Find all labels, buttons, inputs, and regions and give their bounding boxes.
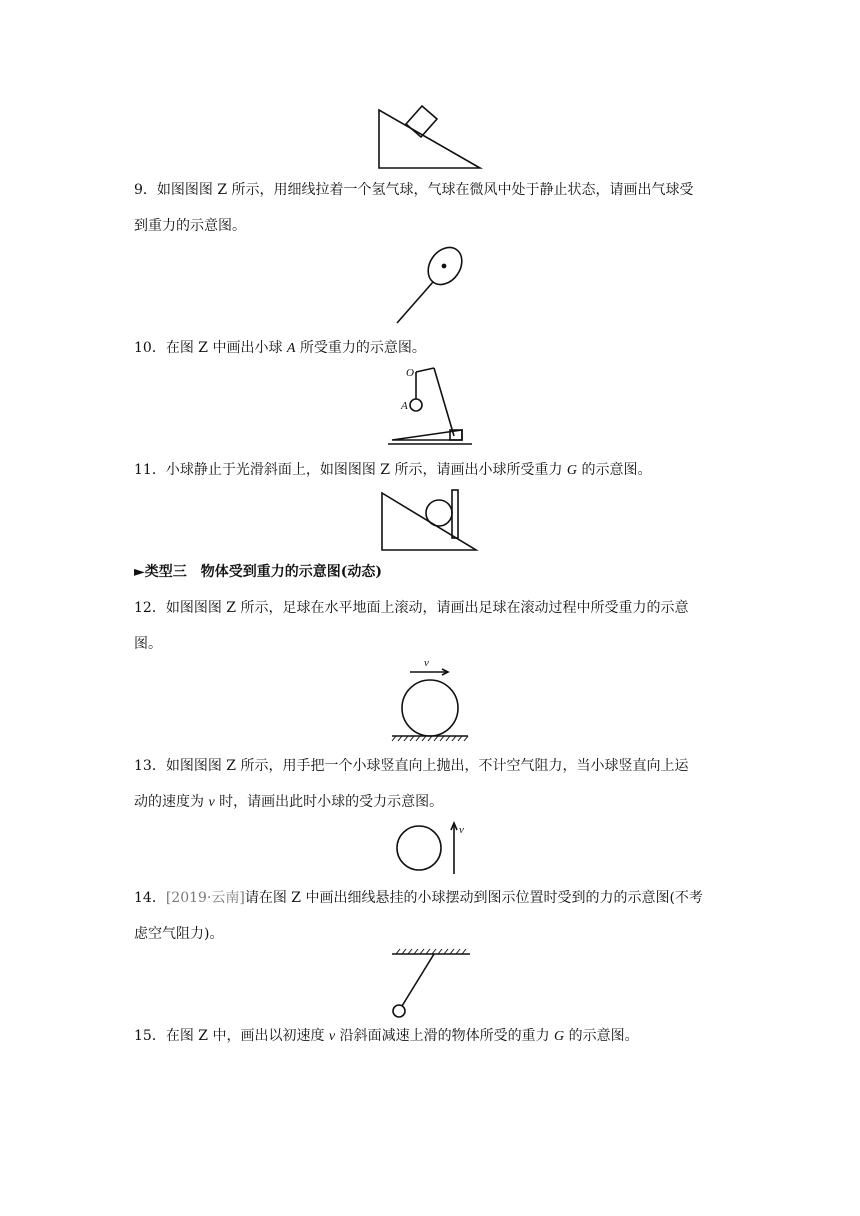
question-12-text-cont: 图。 <box>134 636 162 652</box>
thrown-ball-figure <box>393 820 473 876</box>
question-9 <box>134 172 734 244</box>
label-v: v <box>459 824 464 836</box>
ball-a <box>410 399 422 411</box>
football <box>402 680 458 736</box>
stand-pole <box>434 368 454 436</box>
question-13-post: 时，请画出此时小球的受力示意图。 <box>214 794 444 810</box>
question-11-post: 的示意图。 <box>577 462 652 478</box>
pendulum-figure <box>388 948 474 1020</box>
ball <box>426 500 452 526</box>
question-14-source: [2019·云南] <box>165 890 245 906</box>
question-10-pre: 10．在图 Z 中画出小球 <box>134 340 287 356</box>
wall <box>452 490 458 538</box>
question-9-text-cont: 到重力的示意图。 <box>134 218 246 234</box>
label-o: O <box>406 367 414 379</box>
section-heading: ►类型三 物体受到重力的示意图(动态) <box>134 564 383 580</box>
question-13-pre: 动的速度为 <box>134 794 209 810</box>
question-12 <box>134 590 734 662</box>
ball-incline-wall-figure <box>378 488 480 552</box>
question-15-mid: 沿斜面减速上滑的物体所受的重力 <box>335 1028 555 1044</box>
pendulum-ball <box>393 1005 405 1017</box>
question-15-var-v: v <box>328 1029 336 1044</box>
question-15 <box>134 1018 734 1055</box>
question-13 <box>134 748 734 821</box>
incline-triangle <box>379 110 480 168</box>
question-9-text: 9．如图图图 Z 所示，用细线拉着一个氢气球，气球在微风中处于静止状态，请画出气球受 <box>134 182 694 198</box>
question-14-num: 14． <box>134 890 166 906</box>
balloon-figure <box>392 242 472 326</box>
question-14-text: 请在图 Z 中画出细线悬挂的小球摆动到图示位置时受到的力的示意图(不考 <box>244 890 703 906</box>
question-11-pre: 11．小球静止于光滑斜面上，如图图图 Z 所示，请画出小球所受重力 <box>134 462 567 478</box>
stand-incline <box>392 430 462 440</box>
question-10-var: A <box>286 341 296 356</box>
balloon-string <box>397 282 433 323</box>
question-15-pre: 15．在图 Z 中，画出以初速度 <box>134 1028 329 1044</box>
question-13-text: 13．如图图图 Z 所示，用手把一个小球竖直向上抛出，不计空气阻力，当小球竖直向上运 <box>134 758 689 774</box>
label-a: A <box>401 400 408 412</box>
pendulum-stand-figure <box>386 364 474 450</box>
pendulum-string <box>402 954 434 1006</box>
ball <box>397 826 441 870</box>
stand-top-arm <box>416 368 434 372</box>
question-14-text-cont: 虑空气阻力)。 <box>134 926 224 942</box>
question-10-post: 所受重力的示意图。 <box>295 340 426 356</box>
block <box>406 106 437 137</box>
question-15-post: 的示意图。 <box>564 1028 639 1044</box>
question-13-var: v <box>208 795 215 810</box>
question-11 <box>134 452 734 489</box>
question-15-var-g: G <box>554 1029 565 1044</box>
label-v: v <box>424 657 429 669</box>
question-12-text: 12．如图图图 Z 所示，足球在水平地面上滚动，请画出足球在滚动过程中所受重力的示意 <box>134 600 689 616</box>
balloon-center-dot <box>442 264 445 267</box>
block-on-incline-figure <box>376 106 482 170</box>
question-10 <box>134 330 734 367</box>
question-14 <box>134 880 734 952</box>
rolling-ball-figure <box>390 656 470 742</box>
question-11-var: G <box>566 463 578 478</box>
